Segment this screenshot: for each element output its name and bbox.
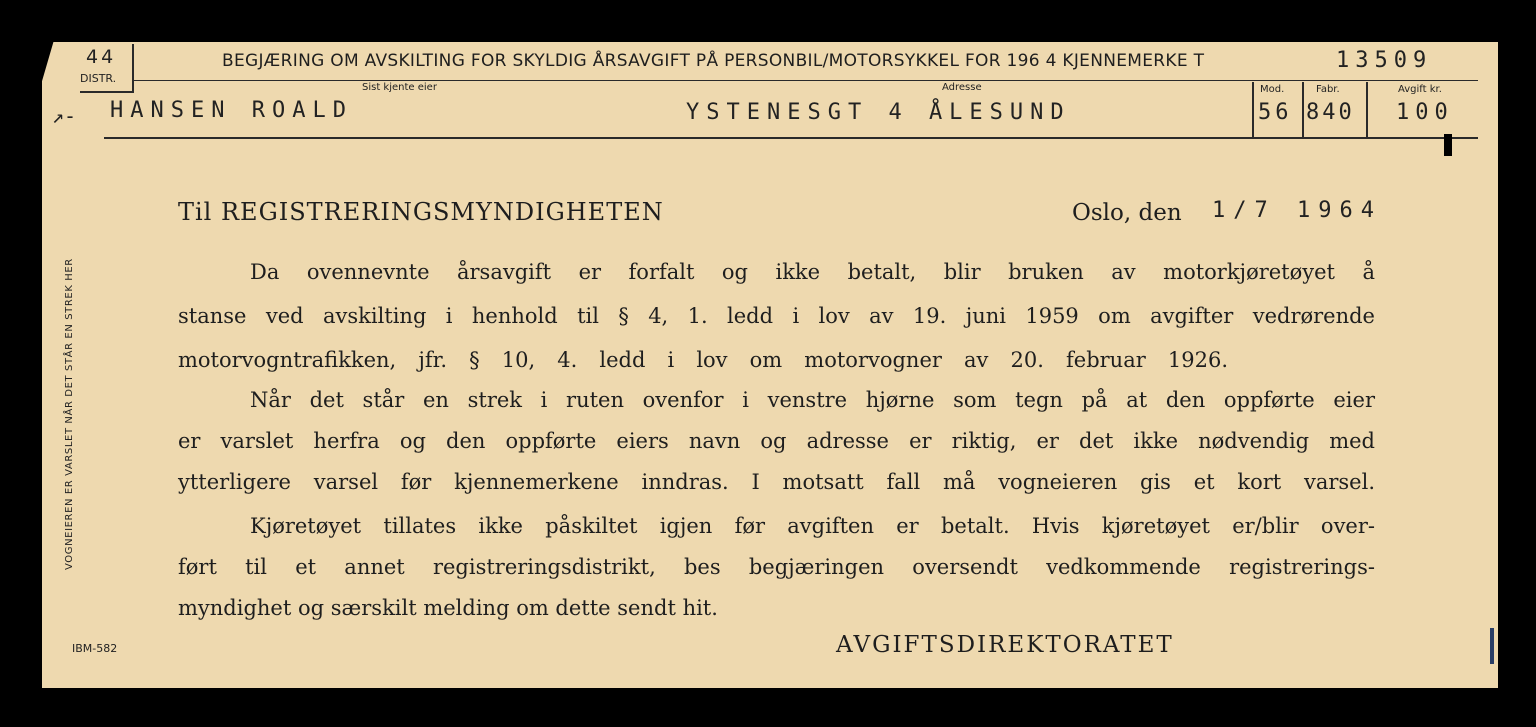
owner-address: YSTENESGT 4 ÅLESUND: [686, 100, 1071, 125]
mod-divider: [1252, 82, 1254, 138]
side-strike-instruction: VOGNEIEREN ER VARSLET NÅR DET STÅR EN STREK HER: [64, 258, 75, 570]
make-code: 840: [1306, 100, 1355, 125]
distr-number: 44: [86, 46, 117, 68]
fabr-column-label: Fabr.: [1316, 84, 1340, 95]
fabr-divider: [1302, 82, 1304, 138]
header-rule: [132, 80, 1478, 81]
form-title: BEGJÆRING OM AVSKILTING FOR SKYLDIG ÅRSAVGIFT PÅ PERSONBIL/MOTORSYKKEL FOR 196 4 KJENNEMERKE T: [222, 51, 1205, 71]
distr-box-divider: [132, 44, 134, 92]
body-line-4: Når det står en strek i ruten ovenfor i venstre hjørne som tegn på at den oppførte eier: [250, 388, 1375, 412]
body-line-8: ført til et annet registreringsdistrikt, bes begjæringen oversendt vedkommende registrerings-: [178, 555, 1375, 579]
model-year: 56: [1258, 100, 1293, 125]
body-line-3: motorvogntrafikken, jfr. § 10, 4. ledd i lov om motorvogner av 20. februar 1926.: [178, 348, 1228, 372]
body-line-7: Kjøretøyet tillates ikke påskiltet igjen før avgiften er betalt. Hvis kjøretøyet er/blir over-: [250, 514, 1375, 538]
signature: AVGIFTSDIREKTORATET: [836, 632, 1174, 658]
address-column-label: Adresse: [942, 82, 982, 93]
place-date-prefix: Oslo, den: [1072, 200, 1182, 226]
form-code: IBM-582: [72, 642, 118, 655]
card-corner-cut: [40, 40, 54, 88]
body-line-1: Da ovennevnte årsavgift er forfalt og ikke betalt, blir bruken av motorkjøretøyet å: [250, 260, 1375, 284]
fee-column-label: Avgift kr.: [1398, 84, 1442, 95]
record-underline: [104, 137, 1478, 139]
letter-date: 1/7 1964: [1212, 198, 1382, 223]
body-line-5: er varslet herfra og den oppførte eiers navn og adresse er riktig, er det ikke nødvendig med: [178, 429, 1375, 453]
fee-amount: 100: [1396, 100, 1454, 125]
owner-column-label: Sist kjente eier: [362, 82, 437, 93]
body-line-9: myndighet og særskilt melding om dette sendt hit.: [178, 596, 718, 620]
body-line-6: ytterligere varsel før kjennemerkene inndras. I motsatt fall må vogneieren gis et kort varsel.: [178, 470, 1375, 494]
strike-mark: [1444, 134, 1452, 156]
owner-name: HANSEN ROALD: [110, 98, 353, 123]
fee-divider: [1366, 82, 1368, 138]
body-line-2: stanse ved avskilting i henhold til § 4, 1. ledd i lov av 19. juni 1959 om avgifter vedrørende: [178, 304, 1375, 328]
strike-arrow: ↗-: [52, 104, 77, 128]
plate-number: 13509: [1336, 48, 1433, 73]
mod-column-label: Mod.: [1260, 84, 1285, 95]
distr-label: DISTR.: [80, 72, 117, 85]
margin-tick: [1490, 628, 1494, 664]
header-underline: [80, 91, 134, 93]
recipient-heading: Til REGISTRERINGSMYNDIGHETEN: [178, 198, 664, 226]
